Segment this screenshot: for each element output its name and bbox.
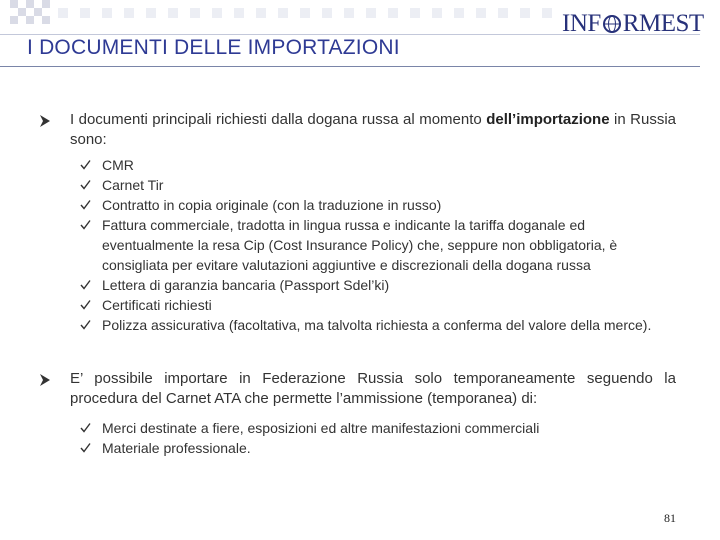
arrowhead-bullet-icon	[39, 114, 51, 128]
header-rule-bottom	[0, 66, 700, 67]
checkmark-icon	[80, 319, 91, 330]
list-item	[80, 418, 660, 438]
list-item-text: Contratto in copia originale (con la traduzione in russo)	[102, 197, 442, 213]
list-item-text: Materiale professionale.	[102, 440, 251, 456]
list-item-text: Lettera di garanzia bancaria (Passport Sdel’ki)	[102, 277, 390, 293]
list-item-text: Polizza assicurativa (facoltativa, ma talvolta richiesta a conferma del valore della merce).	[102, 317, 652, 333]
list-item-text: Certificati richiesti	[102, 297, 212, 313]
checkmark-icon	[80, 219, 91, 230]
list-item	[80, 438, 660, 458]
list-item	[80, 195, 660, 215]
bullet-text-1	[70, 110, 676, 150]
checkmark-icon	[80, 179, 91, 190]
list-item	[80, 295, 660, 315]
list-item	[80, 315, 660, 335]
checkmark-icon	[80, 422, 91, 433]
bullet-1-text-bold: dell’importazione	[486, 111, 610, 128]
checkmark-icon	[80, 159, 91, 170]
checkmark-icon	[80, 199, 91, 210]
bullet-1-text-post: in Russia sono:	[70, 111, 676, 148]
checkmark-icon	[80, 279, 91, 290]
slide-title: I DOCUMENTI DELLE IMPORTAZIONI	[27, 36, 400, 59]
checkmark-icon	[80, 299, 91, 310]
page-number: 81	[664, 511, 676, 525]
list-item-text: Fattura commerciale, tradotta in lingua russa e indicante la tariffa doganale ed eventualmente la resa Cip (Cost Insurance Policy) che, seppure non obbligatoria, è consigliata per evitare valutazioni aggiuntive e discrezionali della dogana russa	[102, 217, 618, 273]
list-item-text: CMR	[102, 157, 134, 173]
checkmark-icon	[80, 442, 91, 453]
logo-text-right: RMEST	[622, 10, 704, 37]
arrowhead-bullet-icon	[39, 373, 51, 387]
informest-logo	[562, 10, 704, 38]
globe-icon	[602, 14, 622, 34]
list-item	[80, 175, 660, 195]
document-list	[80, 155, 660, 335]
list-item-text: Merci destinate a fiere, esposizioni ed altre manifestazioni commerciali	[102, 420, 540, 436]
temporary-import-list	[80, 418, 660, 458]
list-item	[80, 215, 660, 275]
list-item-text: Carnet Tir	[102, 177, 164, 193]
bullet-1-text-pre: I documenti principali richiesti dalla dogana russa al momento	[70, 111, 487, 128]
list-item	[80, 155, 660, 175]
bullet-text-2: E’ possibile importare in Federazione Russia solo temporaneamente seguendo la procedura del Carnet ATA che permette l’ammissione (temporanea) di:	[70, 370, 676, 407]
list-item	[80, 275, 660, 295]
logo-text-left: INF	[562, 10, 601, 37]
